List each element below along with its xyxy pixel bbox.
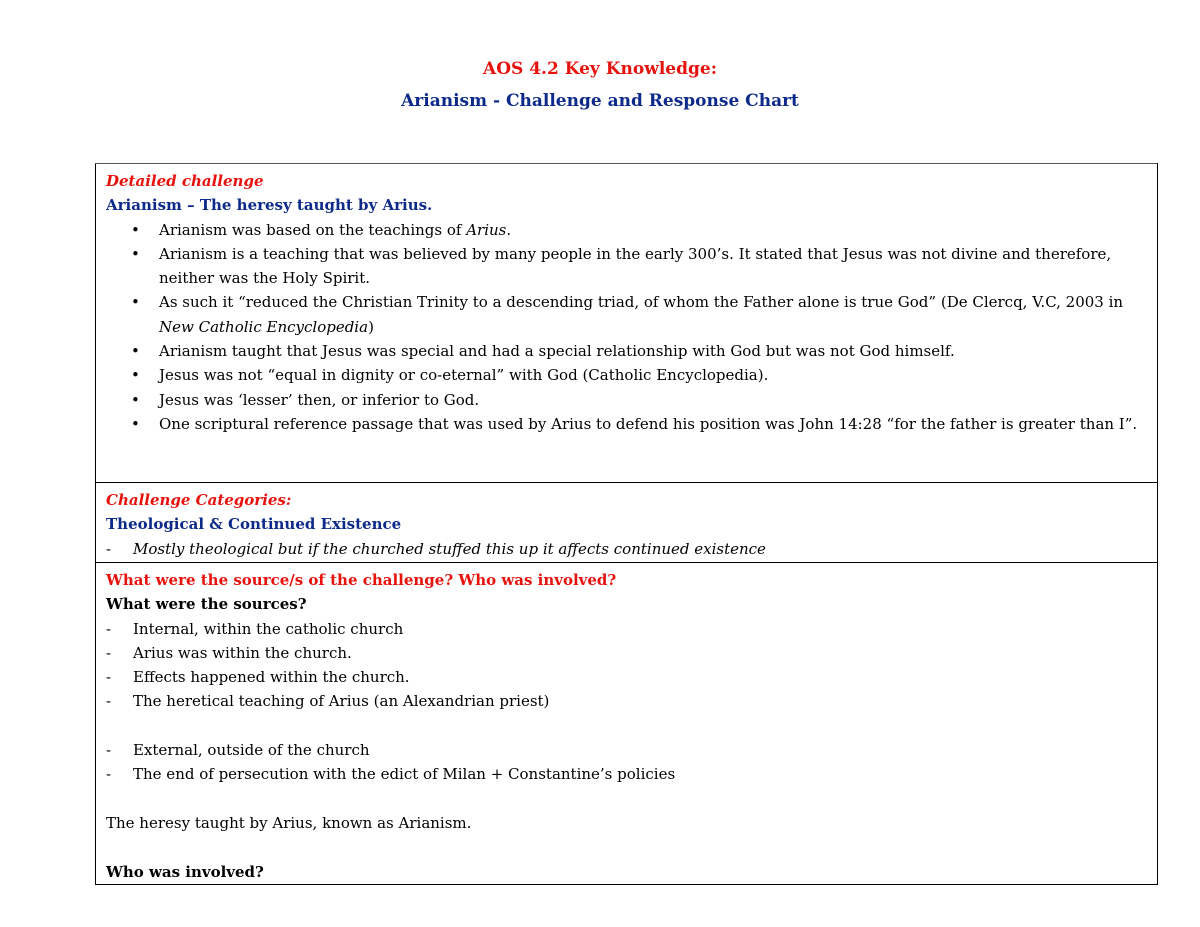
detailed-challenge-cell bbox=[96, 164, 1158, 483]
list-item: - Arius was within the church. bbox=[133, 641, 1147, 665]
bullet-item: • Jesus was ‘lesser’ then, or inferior to God. bbox=[159, 388, 1147, 412]
title-line-2: Arianism - Challenge and Response Chart bbox=[401, 91, 799, 111]
involved-heading: Who was involved? bbox=[106, 862, 264, 881]
list-item: - Internal, within the catholic church bbox=[133, 617, 1147, 641]
challenge-bullet-list bbox=[106, 218, 1147, 437]
bullet-item: • One scriptural reference passage that was used by Arius to defend his position was John 14:28 “for the father is greater than I”. bbox=[159, 412, 1147, 436]
list-item: - The heretical teaching of Arius (an Alexandrian priest) bbox=[133, 689, 1147, 713]
list-item: - Effects happened within the church. bbox=[133, 665, 1147, 689]
challenge-categories-cell bbox=[96, 483, 1158, 563]
categories-list bbox=[106, 537, 1147, 561]
title-line-1: AOS 4.2 Key Knowledge: bbox=[483, 59, 717, 79]
bullet-item: • Arianism is a teaching that was believed by many people in the early 300’s. It stated that Jesus was not divine and therefore, neither was the Holy Spirit. bbox=[159, 242, 1147, 291]
bullet-item: • Jesus was not “equal in dignity or co-eternal” with God (Catholic Encyclopedia). bbox=[159, 363, 1147, 387]
document-title bbox=[0, 56, 1200, 120]
list-item: - The end of persecution with the edict of Milan + Constantine’s policies bbox=[133, 762, 1147, 786]
challenge-categories-heading: Theological & Continued Existence bbox=[106, 515, 402, 534]
challenge-response-table bbox=[95, 163, 1158, 885]
sources-heading: What were the sources? bbox=[106, 595, 307, 614]
spacer bbox=[106, 787, 1147, 811]
sources-summary: The heresy taught by Arius, known as Arianism. bbox=[106, 813, 472, 832]
detailed-challenge-heading: Arianism – The heresy taught by Arius. bbox=[106, 196, 433, 215]
detailed-challenge-label: Detailed challenge bbox=[106, 172, 264, 190]
sources-question-label: What were the source/s of the challenge? Who was involved? bbox=[106, 571, 617, 589]
spacer bbox=[106, 714, 1147, 738]
list-item: - External, outside of the church bbox=[133, 738, 1147, 762]
list-item: - Mostly theological but if the churched stuffed this up it affects continued existence bbox=[133, 537, 1147, 561]
bullet-item: • Arianism was based on the teachings of Arius. bbox=[159, 218, 1147, 242]
challenge-categories-label: Challenge Categories: bbox=[106, 491, 292, 509]
bullet-item: • As such it “reduced the Christian Trinity to a descending triad, of whom the Father alone is true God” (De Clercq, V.C, 2003 in New Catholic Encyclopedia) bbox=[159, 290, 1147, 339]
external-sources-list bbox=[106, 738, 1147, 787]
spacer bbox=[106, 835, 1147, 859]
sources-cell bbox=[96, 563, 1158, 885]
internal-sources-list bbox=[106, 617, 1147, 714]
bullet-item: • Arianism taught that Jesus was special and had a special relationship with God but was not God himself. bbox=[159, 339, 1147, 363]
